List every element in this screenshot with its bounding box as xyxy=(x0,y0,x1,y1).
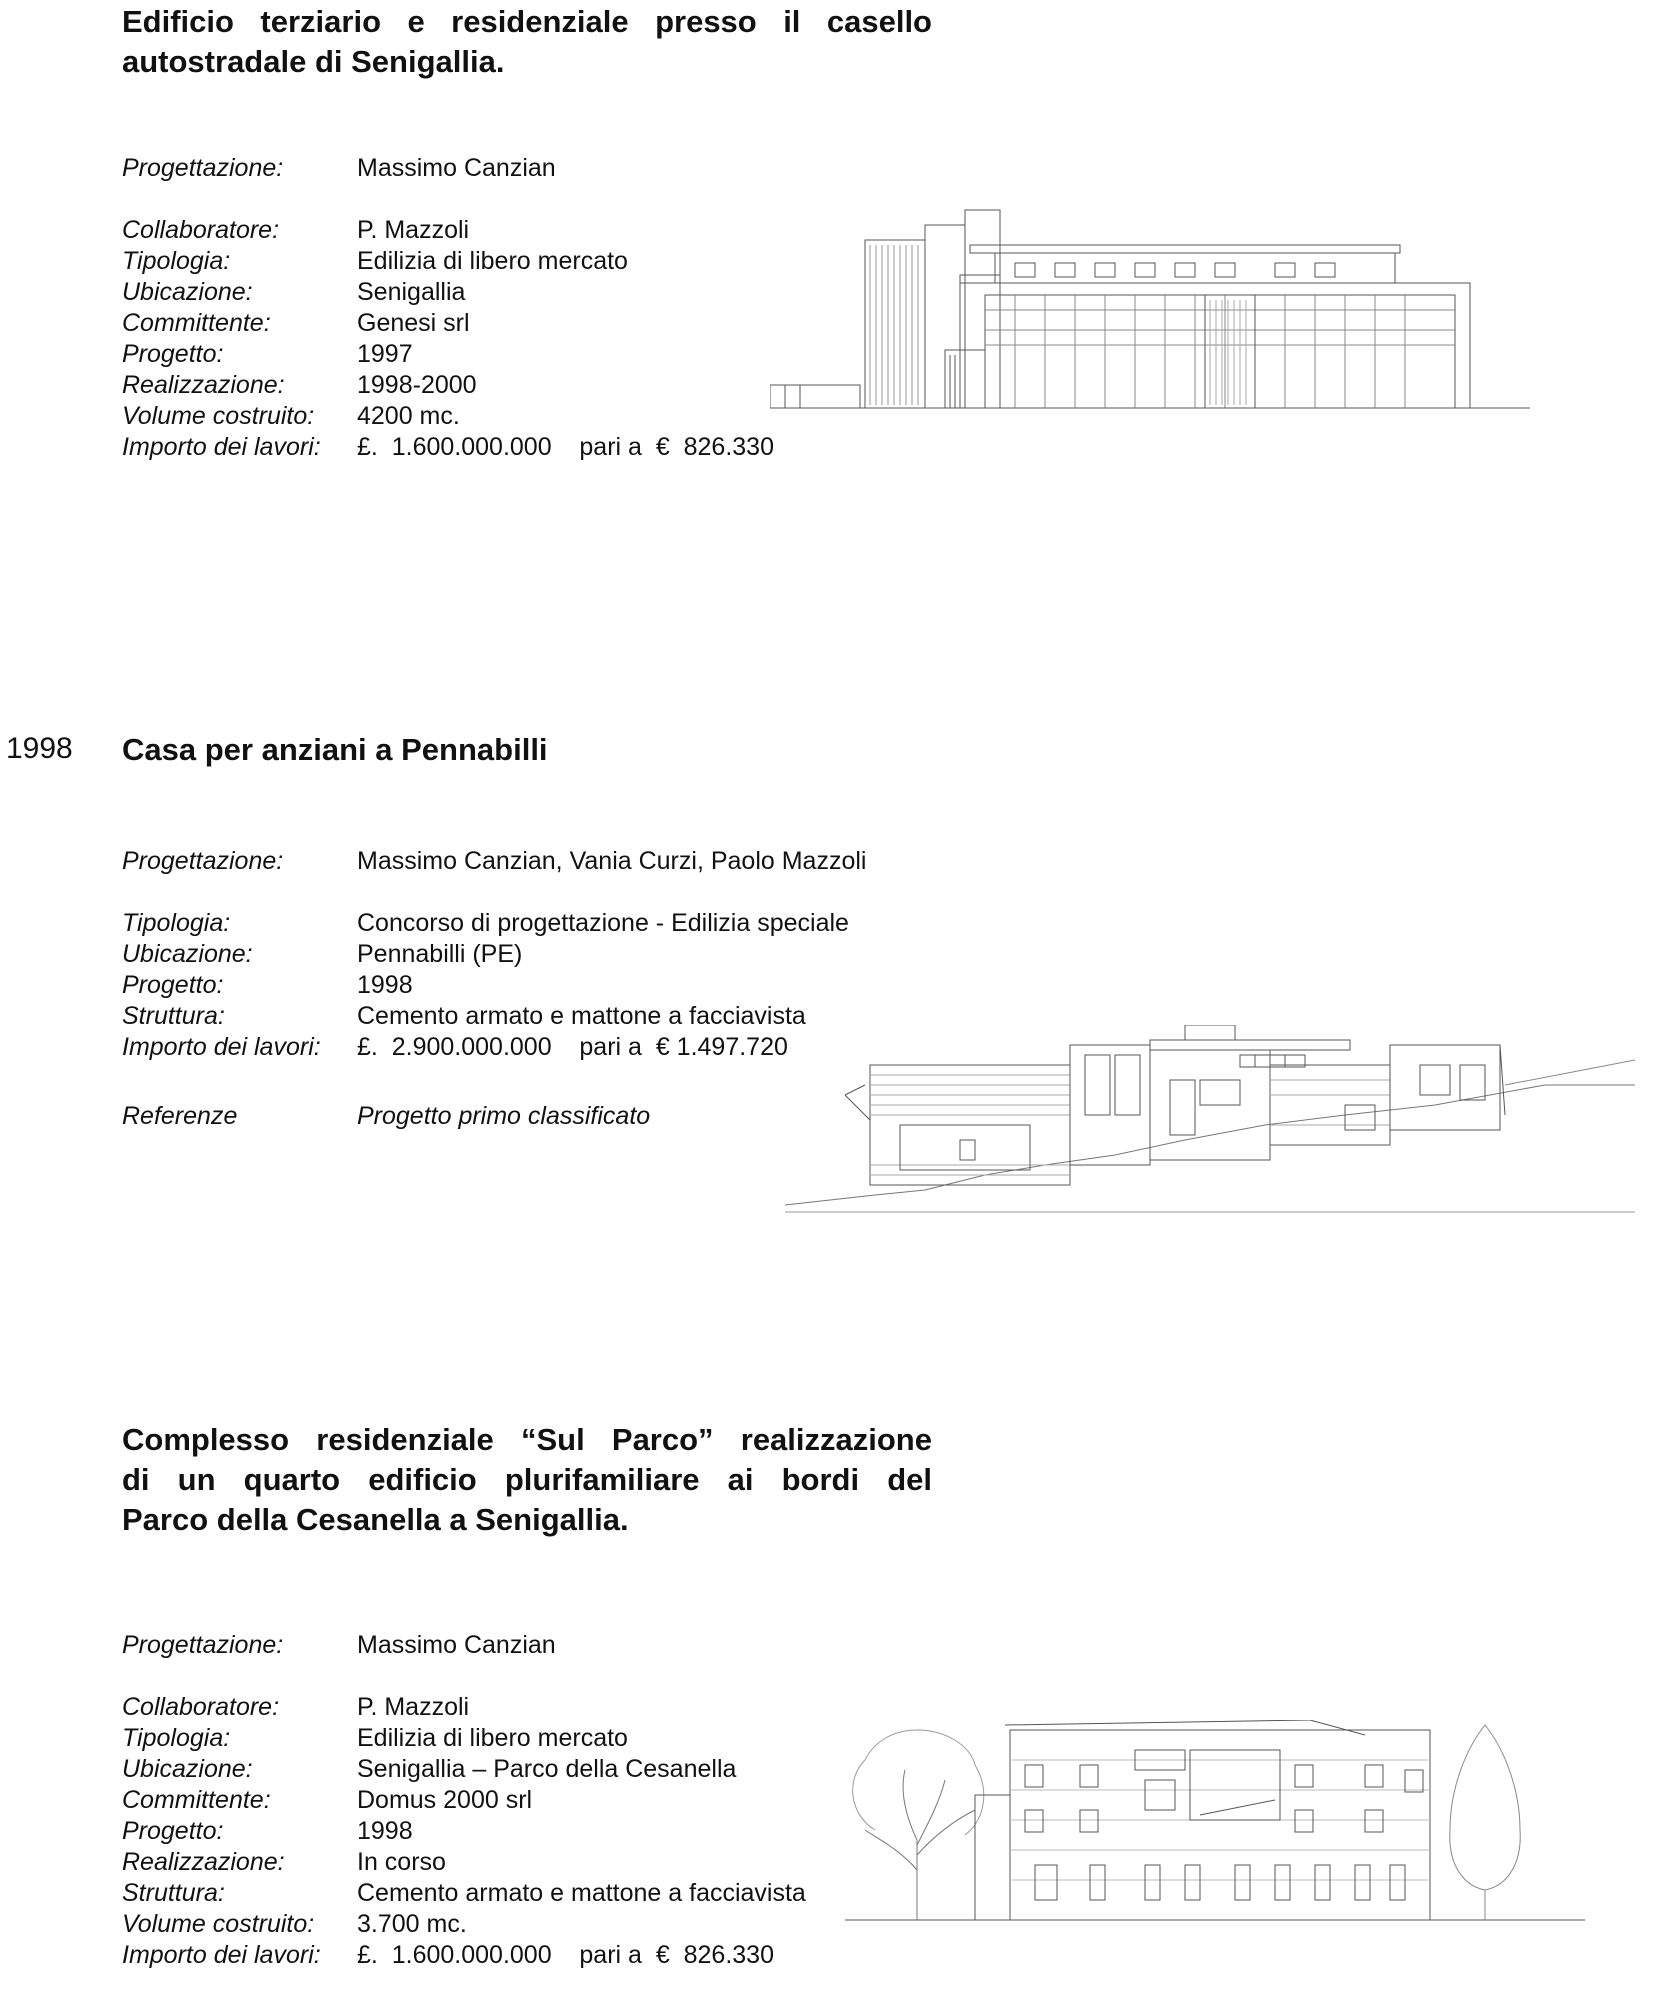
info-row: Realizzazione: In corso xyxy=(122,1848,446,1876)
project-title: Complesso residenziale “Sul Parco” realizzazione di un quarto edificio plurifamiliare ai bordi del Parco della Cesanella a Senigallia. xyxy=(122,1422,932,1537)
project-info xyxy=(122,153,774,463)
info-row: Tipologia: Edilizia di libero mercato xyxy=(122,1724,628,1752)
info-row: Referenze Progetto primo classificato xyxy=(122,1102,651,1130)
info-row: Importo dei lavori: £. 2.900.000.000 pari a € 1.497.720 xyxy=(122,1033,788,1061)
info-row: Progetto: 1998 xyxy=(122,1817,413,1845)
info-row: Volume costruito: 3.700 mc. xyxy=(122,1910,467,1938)
info-row: Importo dei lavori: £. 1.600.000.000 pari a € 826.330 xyxy=(122,1941,774,1969)
info-row: Importo dei lavori: £. 1.600.000.000 pari a € 826.330 xyxy=(122,433,774,461)
info-row: Committente: Genesi srl xyxy=(122,309,470,337)
project-title: Casa per anziani a Pennabilli xyxy=(122,732,548,767)
info-row: Ubicazione: Senigallia xyxy=(122,278,466,306)
info-row: Progettazione: Massimo Canzian xyxy=(122,1631,556,1659)
info-row: Struttura: Cemento armato e mattone a facciavista xyxy=(122,1879,806,1907)
project-title: Edificio terziario e residenziale presso il casello autostradale di Senigallia. xyxy=(122,4,932,79)
info-row: Collaboratore: P. Mazzoli xyxy=(122,216,470,244)
info-row: Tipologia: Concorso di progettazione - Edilizia speciale xyxy=(122,909,849,937)
info-row: Ubicazione: Senigallia – Parco della Cesanella xyxy=(122,1755,737,1783)
info-row: Tipologia: Edilizia di libero mercato xyxy=(122,247,628,275)
info-row: Committente: Domus 2000 srl xyxy=(122,1786,533,1814)
info-row: Struttura: Cemento armato e mattone a facciavista xyxy=(122,1002,806,1030)
info-row: Progettazione: Massimo Canzian xyxy=(122,154,556,182)
building-section-drawing xyxy=(785,1025,1635,1215)
tree-right xyxy=(1450,1725,1520,1920)
tree-left xyxy=(853,1730,984,1920)
project-info xyxy=(122,846,866,1132)
info-row: Volume costruito: 4200 mc. xyxy=(122,402,460,430)
project-info xyxy=(122,1630,806,1971)
info-row: Ubicazione: Pennabilli (PE) xyxy=(122,940,523,968)
info-row: Collaboratore: P. Mazzoli xyxy=(122,1693,470,1721)
info-row: Progetto: 1997 xyxy=(122,340,413,368)
info-row: Progettazione: Massimo Canzian, Vania Curzi, Paolo Mazzoli xyxy=(122,847,867,875)
project-year: 1998 xyxy=(6,732,73,765)
building-elevation-drawing xyxy=(845,1720,1585,1925)
building-elevation-drawing xyxy=(770,205,1530,415)
info-row: Progetto: 1998 xyxy=(122,971,413,999)
info-row: Realizzazione: 1998-2000 xyxy=(122,371,477,399)
